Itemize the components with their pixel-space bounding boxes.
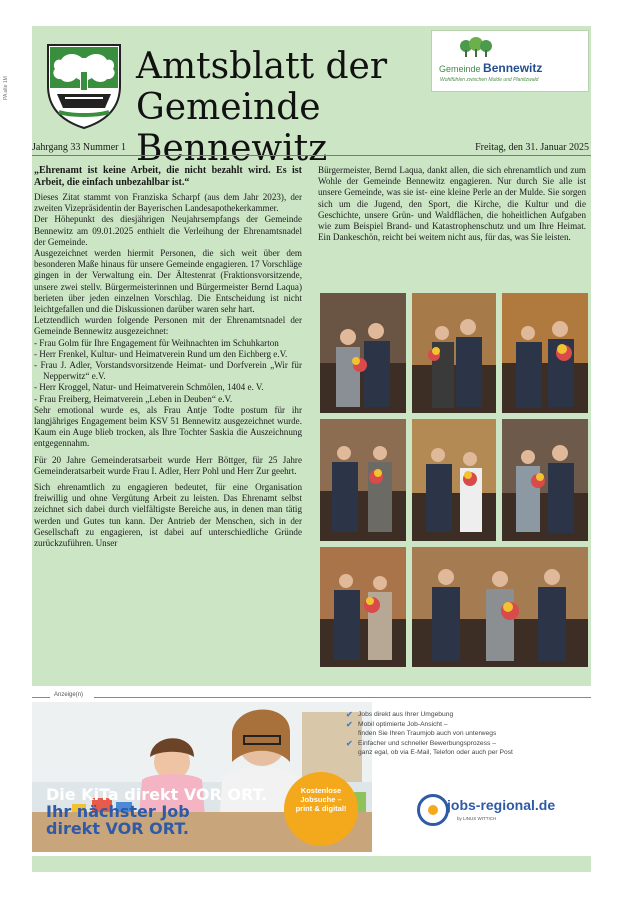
checkmark-icon: ✔ (346, 720, 353, 729)
logo-tagline: Wohlfühlen zwischen Mulde und Planitzwald (440, 77, 539, 83)
list-item: - Frau Freiberg, Heimatverein „Leben in Deuben“ e.V. (34, 393, 233, 404)
article-paragraph: Letztendlich wurden folgende Personen mit der Ehrenamtsnadel der Gemeinde Bennewitz ausgezeichnet: (34, 315, 302, 337)
article-paragraph: Ausgezeichnet werden hiermit Personen, die sich weit über dem besonderen Maße hinaus für unsere Gemeinde engagieren. 17 Vorschläge gingen in der Verwaltung ein. Der Ältestenrat (Fraktionsvorsitzende, unsere zwei stellv. Bürgermeisterinnen und Bürgermeister Bernd Laqua) berieten über jeden einzelnen Vorschlag. Die Entscheidung ist nicht leichtgefallen und die Diskussionen darüber waren sehr hart. (34, 248, 302, 315)
divider (32, 697, 50, 698)
award-photo (412, 293, 496, 413)
award-photo (502, 293, 588, 413)
article-paragraph: Bürgermeister, Bernd Laqua, dankt allen, die sich ehrenamtlich und zum Wohle der Gemeinde Bennewitz engagieren. Nur durch Sie alle ist unsere Gemeinde, was sie ist- eine kleine Perle an der Mulde. Sie sorgen sich um die Jugend, den Sport, die Kirche, die Kultur und die Geschichte, unsere Grün- und Waldflächen, die hoheitlichen Aufgaben wie zum Beispiel Brand- und Katastrophenschutz und um Ihre Heimat. Ein Dankeschön, reicht bei weitem nicht aus, für das, was Sie leisten. (318, 165, 586, 243)
badge-line: Jobsuche – (300, 795, 342, 804)
issue-number: Jahrgang 33 Nummer 1 (32, 142, 126, 153)
list-item: - Herr Kroggel, Natur- und Heimatverein Schmölen, 1404 e. V. (34, 382, 264, 393)
award-photo (412, 419, 496, 541)
feature-text: Einfacher und schneller Bewerbungsprozess – (358, 740, 496, 747)
logo-name-prefix: Gemeinde (439, 64, 481, 74)
award-photo (320, 547, 406, 667)
ad-headline-line-3: direkt VOR ORT. (46, 819, 189, 838)
trees-logo-icon (456, 37, 496, 57)
ad-headline (46, 786, 296, 837)
feature-text: Mobil optimierte Job-Ansicht – (358, 721, 448, 728)
issue-line (32, 142, 591, 156)
article-column-2 (318, 165, 586, 243)
badge-line: print & digital! (295, 804, 347, 813)
print-code: PA alte 1M (3, 76, 9, 100)
front-page (32, 26, 591, 686)
feature-text-continued: ganz egal, ob via E-Mail, Telefon oder auch per Post (358, 749, 513, 756)
divider (94, 697, 591, 698)
feature-text: Jobs direkt aus Ihrer Umgebung (358, 711, 454, 718)
badge-line: Kostenlose (300, 786, 342, 795)
coat-of-arms-icon (45, 42, 123, 130)
brand-name: jobs-regional.de (447, 797, 556, 813)
article-paragraph: Für 20 Jahre Gemeinderatsarbeit wurde Herr Böttger, für 25 Jahre Gemeinderatsarbeit wurde Frau I. Adler, Herr Pohl und Herr Zur geehrt. (34, 454, 302, 476)
list-item (344, 739, 589, 757)
checkmark-icon: ✔ (346, 739, 353, 748)
jobs-regional-logo[interactable] (417, 790, 567, 834)
article-column-1 (34, 165, 302, 549)
municipality-logo (431, 30, 589, 92)
article-paragraph: Sich ehrenamtlich zu engagieren bedeutet, für eine Organisation freiwillig und ohne Vergütung Arbeit zu leisten. Das Ehrenamt selbst zeichnet sich dabei durch vielfältigste Bereiche aus, in denen man tätig werden und Gutes tun kann. Der Antrieb der Menschen, sich in der Gesellschaft zu engagieren, ist dabei auf unterschiedliche Gründe zurückzuführen. Unser (34, 482, 302, 549)
ad-label: Anzeige(n) (54, 692, 84, 698)
list-item: - Herr Frenkel, Kultur- und Heimatverein Rund um den Eichberg e.V. (34, 348, 288, 359)
ad-label-row (32, 692, 591, 702)
award-photo (502, 419, 588, 541)
logo-wordmark (439, 61, 585, 75)
ad-headline-line-1: Die KiTa direkt VOR ORT. (46, 785, 268, 804)
award-photo (412, 547, 588, 667)
issue-divider (32, 155, 591, 156)
logo-name: Bennewitz (483, 61, 543, 75)
jobs-logo-icon (417, 794, 449, 826)
article-paragraph: Der Höhepunkt des diesjährigen Neujahrsempfangs der Gemeinde Bennewitz am 09.01.2025 enthielt die Verleihung der Ehrenamtsnadel der Gemeinde. (34, 214, 302, 247)
list-item: - Frau Golm für Ihre Engagement für Weihnachten im Schuhkarton (34, 337, 279, 348)
checkmark-icon: ✔ (346, 710, 353, 719)
article-paragraph: Sehr emotional wurde es, als Frau Antje Todte postum für ihr langjähriges Engagement beim KSV 51 Bennewitz ausgezeichnet wurde. Kaum ein Auge blieb trocken, als Ihre Tochter Saskia die Auszeichnung entgegennahm. (34, 404, 302, 449)
title-line-2: Gemeinde Bennewitz (136, 87, 328, 169)
job-advertisement[interactable] (32, 702, 591, 852)
feature-text-continued: finden Sie Ihren Traumjob auch von unterwegs (358, 730, 497, 737)
ad-headline-line-2: Ihr nächster Job (46, 802, 190, 821)
title-line-1: Amtsblatt der (136, 46, 388, 87)
list-item (344, 710, 589, 719)
article-headline: „Ehrenamt ist keine Arbeit, die nicht bezahlt wird. Es ist Arbeit, die einfach unbezahlbar ist.“ (34, 165, 302, 188)
issue-date: Freitag, den 31. Januar 2025 (475, 142, 589, 153)
list-item (344, 720, 589, 738)
award-photo (320, 419, 406, 541)
ad-badge (284, 772, 358, 846)
article-paragraph: Dieses Zitat stammt von Franziska Scharpf (aus dem Jahr 2023), der zweiten Vizepräsidentin der Bayerischen Landesapothekerkammer. (34, 192, 302, 214)
list-item: - Frau J. Adler, Vorstandsvorsitzende Heimat- und Dorfverein „Wir für Nepperwitz“ e.V. (34, 360, 302, 382)
award-photo (320, 293, 406, 413)
ad-feature-list (344, 710, 589, 758)
photo-gallery (320, 293, 590, 683)
honoree-list (34, 338, 302, 405)
footer-band (32, 856, 591, 872)
brand-byline: by LINUS WITTICH (457, 816, 497, 821)
